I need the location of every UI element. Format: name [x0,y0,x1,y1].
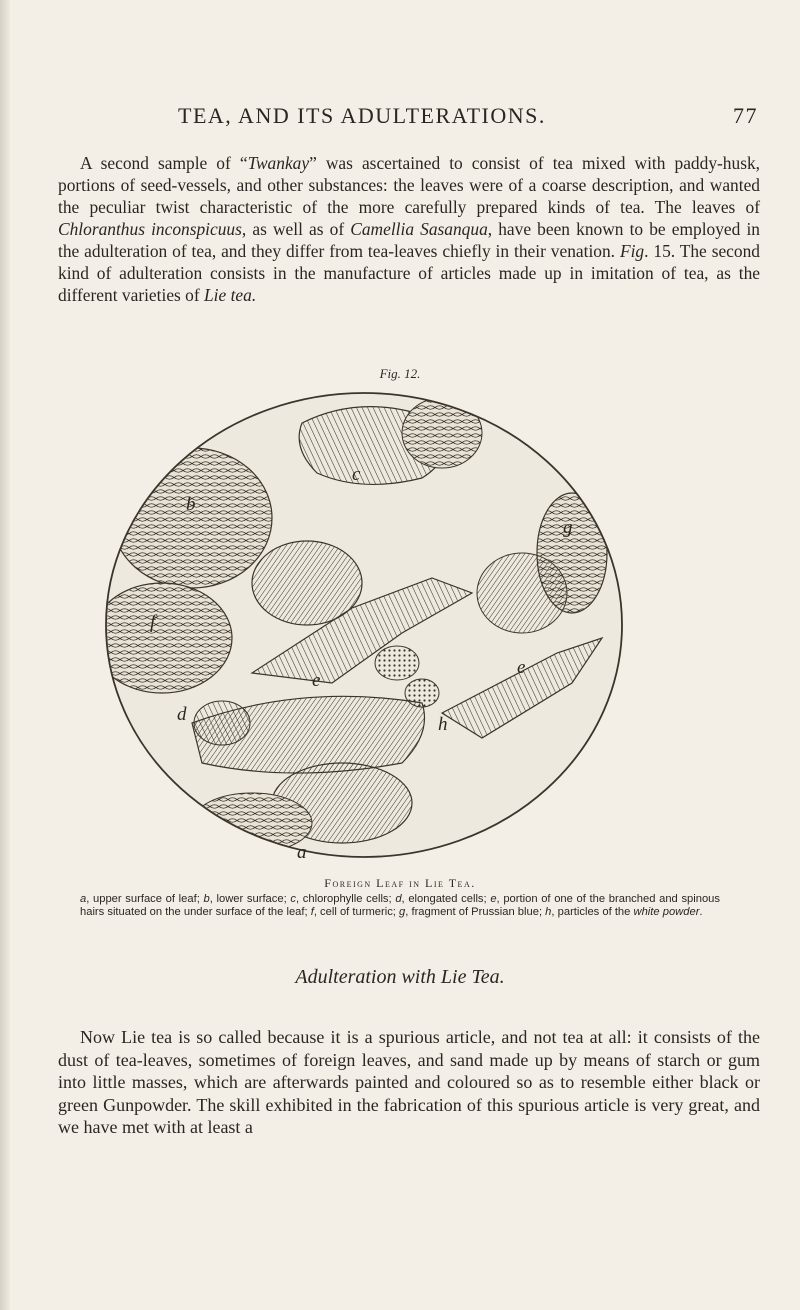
paragraph-lie-tea [58,1026,760,1139]
microscope-figure [102,383,632,868]
paragraph-text: A second sample of “Twankay” was ascertained to consist of tea mixed with paddy-husk, portions of seed-vessels, and other substances: the leaves were of a coarse description, and wanted the peculiar twist characteristic of the more carefully prepared kinds of tea. The leaves of Chloranthus inconspicuus, as well as of Camellia Sasanqua, have been known to be employed in the adulteration of tea, and they differ from tea-leaves chiefly in their venation. Fig. 15. The second kind of adulteration consists in the manufacture of articles made up in imitation of tea, as the different varieties of Lie tea. [58,153,761,305]
figure-caption-body: a, upper surface of leaf; b, lower surface; c, chlorophylle cells; d, elongated cells; e, portion of one of the branched and spinous hairs situated on the under surface of the leaf; f, cell of turmeric; g, fragment of Prussian blue; h, particles of the white powder. [80,893,721,918]
field-of-view [102,383,632,868]
lower-surface-cells [102,583,232,693]
figure-letter-g: g [563,517,573,538]
figure-letter-e1: e [517,657,526,678]
figure-letter-b: b [186,494,196,515]
figure-letter-c: c [352,464,361,485]
page-spine-shadow [0,0,10,1310]
italic-chloranthus: Chloranthus inconspicuus [58,219,242,239]
italic-lie-tea: Lie tea. [204,285,257,305]
paragraph-twankay [58,152,760,306]
figure-letter-a: a [297,842,307,863]
figure-reference: Fig [619,241,645,261]
running-header [60,103,760,131]
running-title: TEA, AND ITS ADULTERATIONS. [178,103,546,128]
figure-label: Fig. 12. [379,366,421,381]
italic-twankay: Twankay [247,153,310,173]
figure-letter-e2: e [312,670,321,691]
white-powder-particles [375,646,419,680]
section-heading: Adulteration with Lie Tea. [295,966,505,988]
figure-letter-d: d [177,704,187,725]
paragraph-text: Now Lie tea is so called because it is a spurious article, and not tea at all: it consists of the dust of tea-leaves, sometimes of foreign leaves, and sand made up by means of starch or gum into little masses, which are afterwards painted and coloured so as to resemble either black or green Gunpowder. The skill exhibited in the fabrication of this spurious article is very great, and we have met with at least a [58,1027,760,1137]
page-number: 77 [733,103,758,128]
figure-letter-f: f [150,612,156,633]
figure-letter-h: h [438,714,448,735]
figure-caption-title: Foreign Leaf in Lie Tea. [324,876,476,890]
italic-camellia: Camellia Sasanqua [350,219,488,239]
